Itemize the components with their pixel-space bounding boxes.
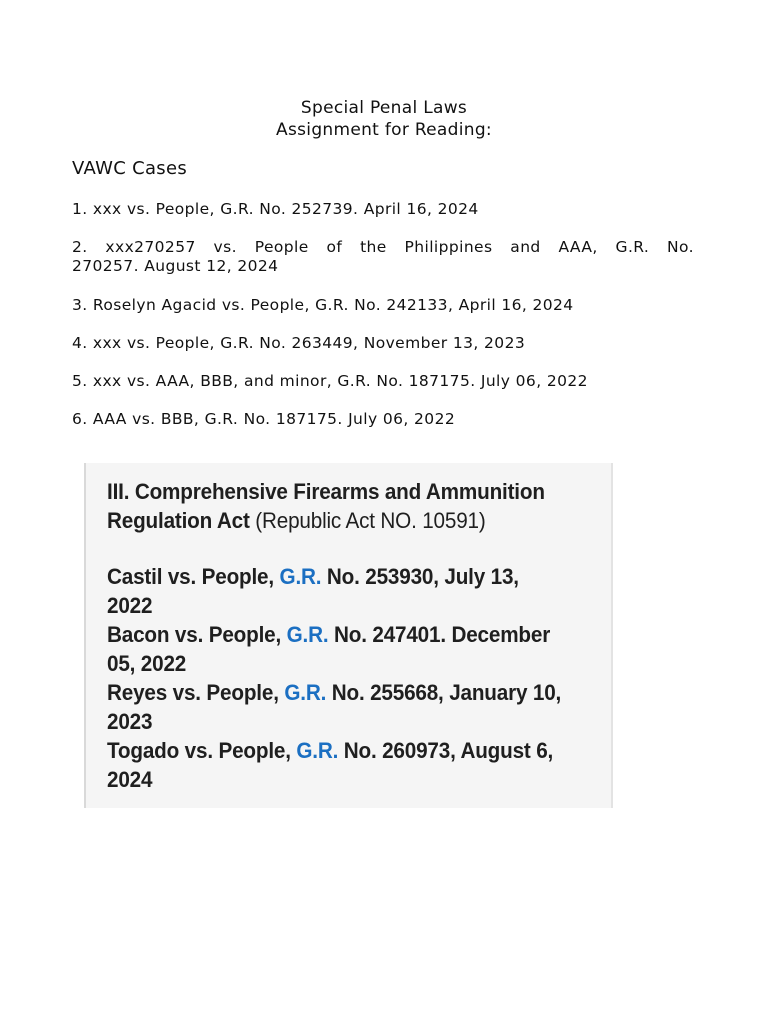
case-number: No. 260973, August 6, <box>338 738 554 763</box>
title-line-2: Assignment for Reading: <box>276 120 492 140</box>
embedded-screenshot-image <box>84 463 613 808</box>
gr-link-text: G.R. <box>279 564 322 589</box>
list-item: 4. xxx vs. People, G.R. No. 263449, November 13, 2023 <box>72 334 526 352</box>
firearms-case-line <box>107 620 561 649</box>
document-title <box>0 97 768 141</box>
firearms-heading-line-1: III. Comprehensive Firearms and Ammunition <box>107 479 545 504</box>
firearms-case-line-cont: 2022 <box>107 593 153 618</box>
list-item-line: 2. xxx270257 vs. People of the Philippines and AAA, G.R. No. <box>72 238 694 256</box>
firearms-case-line-cont: 2023 <box>107 709 153 734</box>
case-number: No. 247401. December <box>328 622 551 647</box>
gr-link-text: G.R. <box>284 680 327 705</box>
gr-link-text: G.R. <box>286 622 329 647</box>
case-name: Reyes vs. People, <box>107 680 285 705</box>
case-name: Togado vs. People, <box>107 738 297 763</box>
case-name: Bacon vs. People, <box>107 622 287 647</box>
firearms-heading-line-2 <box>107 506 545 535</box>
case-number: No. 253930, July 13, <box>321 564 519 589</box>
case-number: No. 255668, January 10, <box>326 680 562 705</box>
list-item: 3. Roselyn Agacid vs. People, G.R. No. 242133, April 16, 2024 <box>72 296 574 314</box>
firearms-case-line <box>107 678 561 707</box>
list-item-line: 270257. August 12, 2024 <box>72 257 279 275</box>
gr-link-text: G.R. <box>296 738 339 763</box>
firearms-case-line-cont: 2024 <box>107 767 153 792</box>
firearms-heading <box>107 477 545 535</box>
list-item: 6. AAA vs. BBB, G.R. No. 187175. July 06, 2022 <box>72 410 456 428</box>
list-item: 1. xxx vs. People, G.R. No. 252739. April 16, 2024 <box>72 200 479 218</box>
title-line-1: Special Penal Laws <box>300 98 468 118</box>
firearms-case-list <box>107 562 561 794</box>
firearms-heading-bold: Regulation Act <box>107 508 250 533</box>
firearms-heading-ra: (Republic Act NO. 10591) <box>249 508 486 533</box>
list-item: 5. xxx vs. AAA, BBB, and minor, G.R. No. 187175. July 06, 2022 <box>72 372 588 390</box>
firearms-case-line <box>107 562 561 591</box>
case-name: Castil vs. People, <box>107 564 280 589</box>
list-item <box>72 238 694 276</box>
firearms-case-line-cont: 05, 2022 <box>107 651 187 676</box>
section-heading-vawc: VAWC Cases <box>72 158 188 179</box>
firearms-case-line <box>107 736 561 765</box>
